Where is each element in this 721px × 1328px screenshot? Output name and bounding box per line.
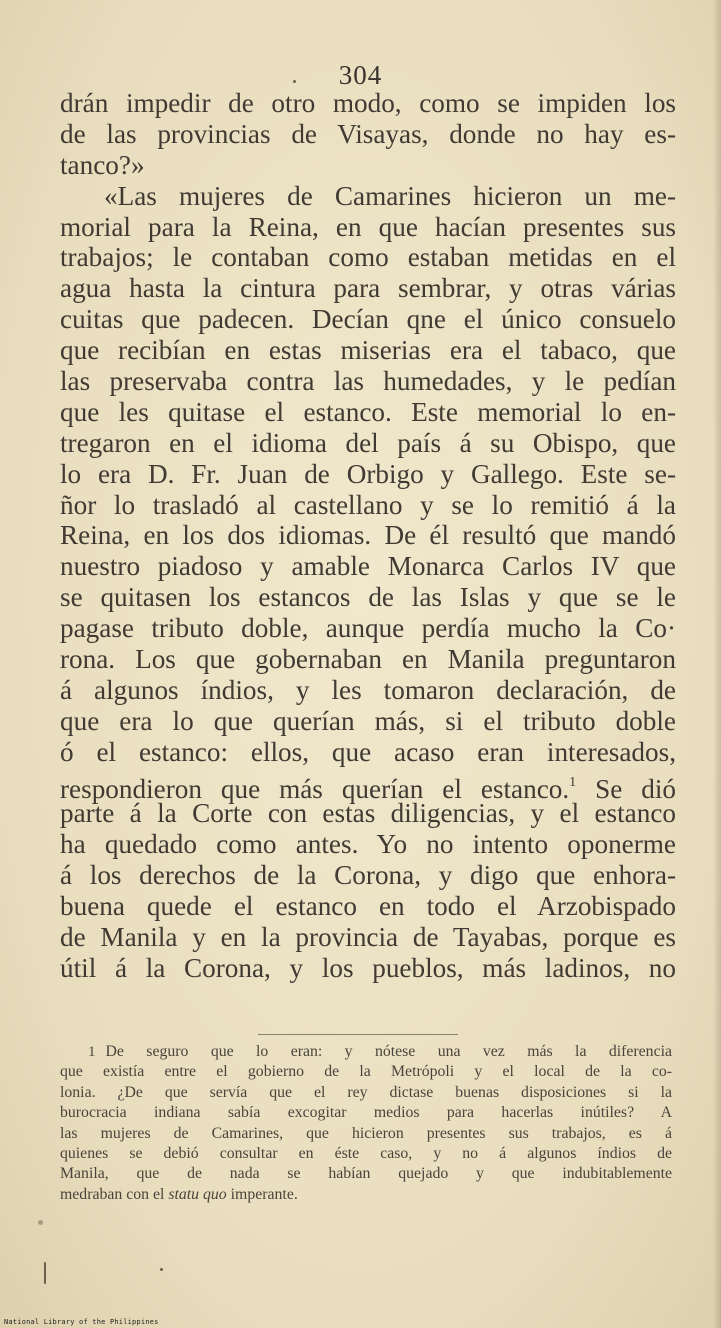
footnote-reference: 1 xyxy=(569,774,577,790)
text-line-fragment: Se dió xyxy=(595,773,676,804)
text-line: que era lo que querían más, si el tributo doble xyxy=(60,705,676,736)
text-line: se quitasen los estancos de las Islas y que se le xyxy=(60,582,676,613)
footnote-line-text: medraban con el xyxy=(60,1185,165,1203)
footnote-line-text: imperante. xyxy=(230,1185,298,1203)
footnote-marker: 1 xyxy=(88,1044,96,1060)
text-line: agua hasta la cintura para sembrar, y otras várias xyxy=(60,273,676,304)
text-line: á algunos índios, y les tomaron declaración, de xyxy=(60,674,676,705)
text-line: nuestro piadoso y amable Monarca Carlos IV que xyxy=(60,551,676,582)
text-line: tregaron en el idioma del país á su Obispo, que xyxy=(60,427,676,458)
text-line: buena quede el estanco en todo el Arzobispado xyxy=(60,891,676,922)
page-edge-shadow xyxy=(713,0,721,1328)
text-line: trabajos; le contaban como estaban metidas en el xyxy=(60,242,676,273)
footnote-line: quienes se debió consultar en éste caso, y no á algunos índios de xyxy=(60,1144,672,1162)
main-text-body xyxy=(60,88,676,984)
page-number: 304 xyxy=(338,60,383,90)
footnote-line: lonia. ¿De que servía que el rey dictase buenas disposiciones si la xyxy=(60,1083,672,1101)
footnote-line: las mujeres de Camarines, que hicieron presentes sus trabajos, es á xyxy=(60,1124,672,1142)
footnote-italic-phrase: statu quo xyxy=(168,1185,227,1203)
page-speck xyxy=(293,80,296,83)
text-line: de Manila y en la provincia de Tayabas, porque es xyxy=(60,922,676,953)
text-line: las preservaba contra las humedades, y le pedían xyxy=(60,366,676,397)
text-line: tanco?» xyxy=(60,149,145,180)
text-line: «Las mujeres de Camarines hicieron un me- xyxy=(104,180,676,211)
text-line: rona. Los que gobernaban en Manila preguntaron xyxy=(60,644,676,675)
footnote xyxy=(60,1042,672,1205)
text-line: que les quitase el estanco. Este memorial lo en- xyxy=(60,396,676,427)
text-line: cuitas que padecen. Decían qne el único consuelo xyxy=(60,304,676,335)
text-line: Reina, en los dos idiomas. De él resultó que mandó xyxy=(60,520,676,551)
text-line: ha quedado como antes. Yo no intento oponerme xyxy=(60,829,676,860)
text-line: ñor lo trasladó al castellano y se lo remitió á la xyxy=(60,489,676,520)
text-line: pagase tributo doble, aunque perdía mucho la Co· xyxy=(60,613,676,644)
page-speck xyxy=(38,1220,43,1225)
footnote-line: Manila, que de nada se habían quejado y que indubitablemente xyxy=(60,1165,672,1183)
text-line: de las provincias de Visayas, donde no hay es- xyxy=(60,118,676,149)
text-line-with-footnote-ref xyxy=(60,768,676,804)
page-speck xyxy=(160,1268,163,1271)
text-line: morial para la Reina, en que hacían presentes sus xyxy=(60,211,676,242)
text-line: lo era D. Fr. Juan de Orbigo y Gallego. Este se- xyxy=(60,458,676,489)
page-speck xyxy=(44,1262,46,1284)
text-line: drán impedir de otro modo, como se impiden los xyxy=(60,88,676,118)
footnote-separator-rule xyxy=(258,1034,458,1035)
text-line: que recibían en estas miserias era el tabaco, que xyxy=(60,335,676,366)
footnote-line: burocracia indiana sabía excogitar medios para hacerlas inútiles? A xyxy=(60,1104,672,1122)
footnote-line-text: De seguro que lo eran: y nótese una vez más la diferencia xyxy=(105,1043,672,1060)
scan-credit: National Library of the Philippines xyxy=(4,1318,159,1326)
text-line: á los derechos de la Corona, y digo que enhora- xyxy=(60,860,676,891)
footnote-line: que existía entre el gobierno de la Metrópoli y el local de la co- xyxy=(60,1063,672,1081)
footnote-line xyxy=(60,1185,672,1205)
text-line: ó el estanco: ellos, que acaso eran interesados, xyxy=(60,736,676,767)
text-line: útil á la Corona, y los pueblos, más ladinos, no xyxy=(60,952,676,983)
text-line: parte á la Corte con estas diligencias, y el estanco xyxy=(60,798,676,829)
footnote-line xyxy=(60,1042,672,1062)
text-line-fragment: respondieron que más querían el estanco. xyxy=(60,773,570,804)
